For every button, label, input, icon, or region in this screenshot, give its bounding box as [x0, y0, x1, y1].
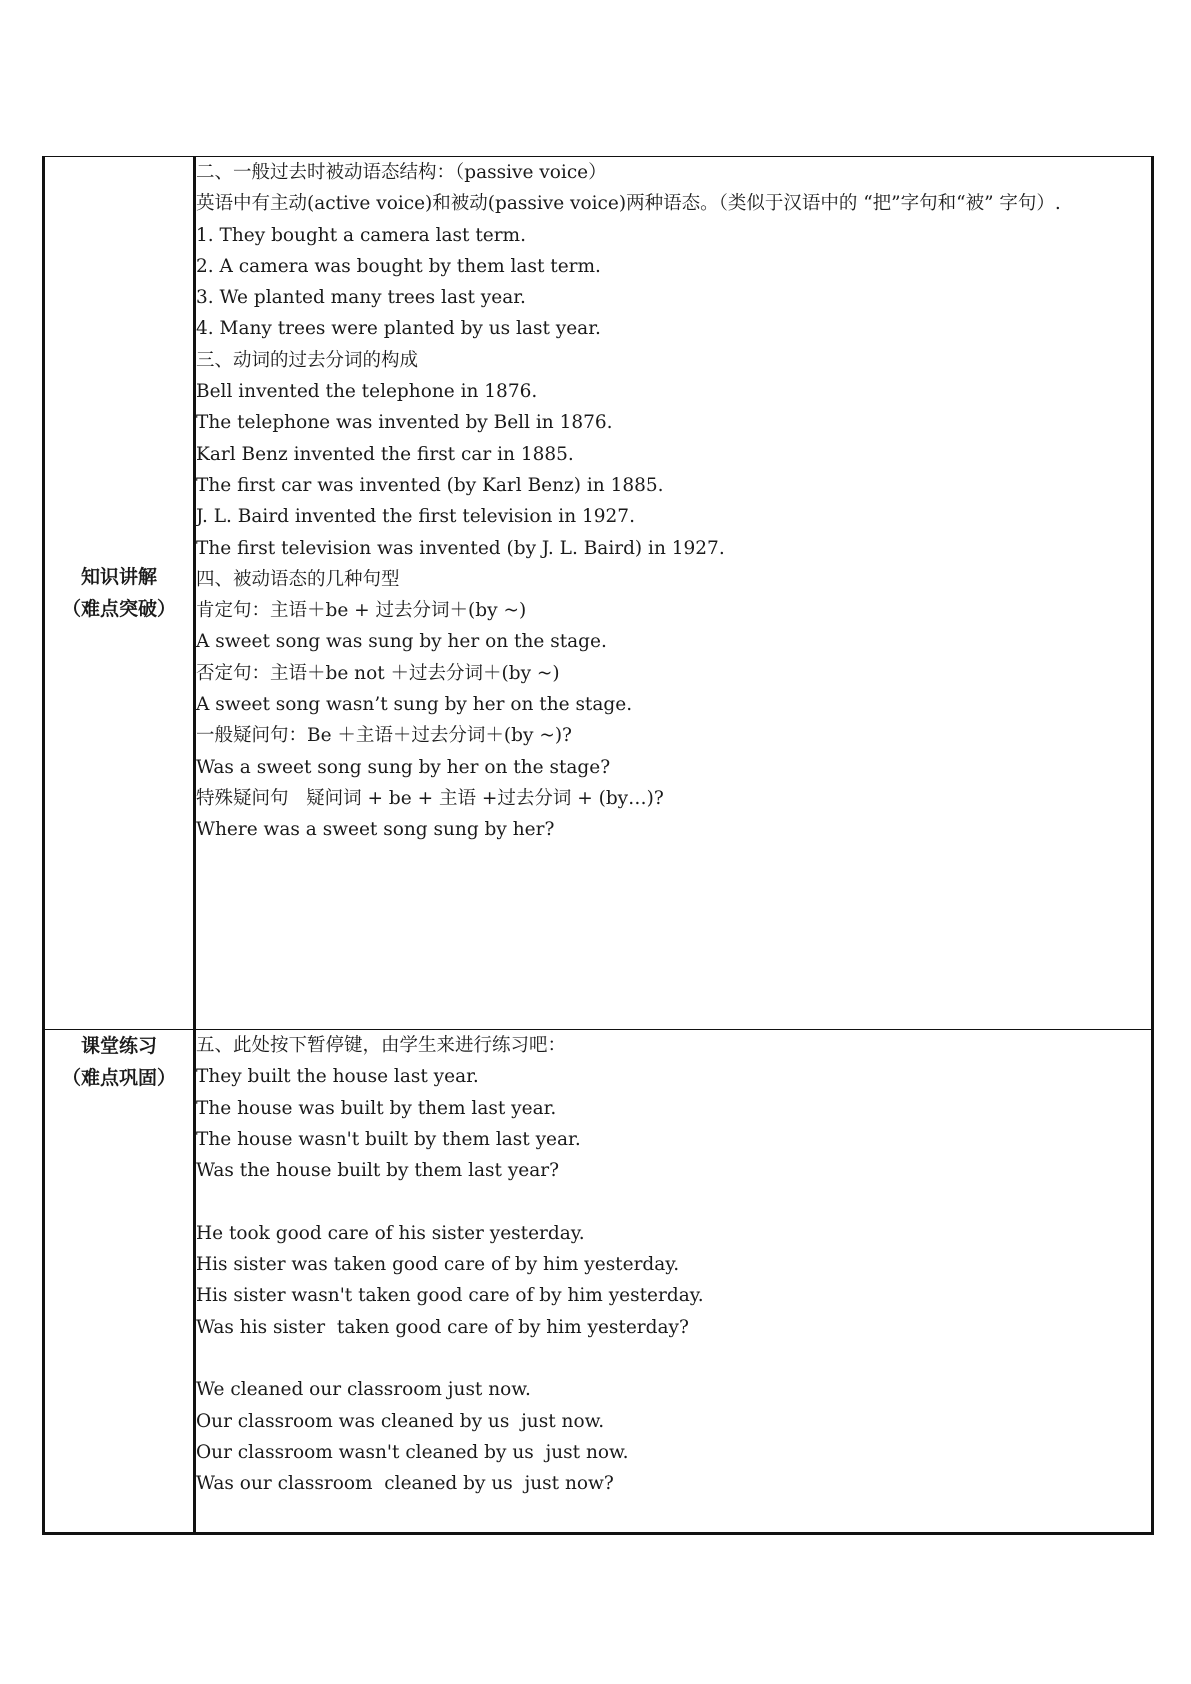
practice-label-cell — [44, 1030, 195, 1534]
knowledge-label-subtitle: （难点突破） — [61, 598, 176, 620]
blank-line — [196, 1343, 1151, 1374]
example-line: Karl Benz invented the first car in 1885. — [196, 443, 574, 465]
practice-line: Our classroom was cleaned by us just now. — [196, 1410, 605, 1432]
practice-row — [44, 1030, 1153, 1534]
example-line: 3. We planted many trees last year. — [196, 287, 526, 309]
example-line: 1. They bought a camera last term. — [196, 224, 526, 246]
practice-line: Was his sister taken good care of by him yesterday? — [196, 1316, 689, 1338]
lesson-sheet — [42, 156, 1154, 1536]
practice-line: Our classroom wasn't cleaned by us just now. — [196, 1441, 629, 1463]
pattern-special-question: 特殊疑问句 疑问词 + be + 主语 +过去分词 + (by…)? — [196, 787, 664, 809]
practice-line: His sister wasn't taken good care of by him yesterday. — [196, 1285, 704, 1307]
example-line: A sweet song was sung by her on the stage. — [196, 631, 607, 653]
practice-label-title: 课堂练习 — [80, 1035, 157, 1057]
knowledge-content-cell — [195, 157, 1153, 1030]
practice-line: Was the house built by them last year? — [196, 1160, 560, 1182]
practice-line: Was our classroom cleaned by us just now? — [196, 1473, 614, 1495]
knowledge-row — [44, 157, 1153, 1030]
example-line: A sweet song wasn’t sung by her on the stage. — [196, 694, 633, 716]
example-line: 4. Many trees were planted by us last year. — [196, 318, 601, 340]
pattern-general-question: 一般疑问句：Be ＋主语＋过去分词＋(by ~)? — [196, 725, 572, 747]
practice-content-cell — [195, 1030, 1153, 1534]
section-heading-5: 五、此处按下暂停键，由学生来进行练习吧： — [196, 1035, 567, 1056]
section-heading-3: 三、动词的过去分词的构成 — [196, 349, 419, 371]
knowledge-label-title: 知识讲解 — [80, 566, 157, 588]
knowledge-label-cell — [44, 157, 195, 1030]
example-line: The telephone was invented by Bell in 1876. — [196, 412, 613, 434]
section-heading-4: 四、被动语态的几种句型 — [196, 568, 400, 590]
example-line: Where was a sweet song sung by her? — [196, 819, 555, 841]
voice-intro-text: 英语中有主动(active voice)和被动(passive voice)两种语态。（类似于汉语中的 “把”字句和“被” 字句）. — [196, 193, 1061, 215]
blank-line — [196, 1186, 1151, 1217]
example-line: Bell invented the telephone in 1876. — [196, 381, 538, 403]
practice-line: The house wasn't built by them last year. — [196, 1128, 581, 1150]
pattern-negative: 否定句：主语＋be not ＋过去分词＋(by ~) — [196, 662, 560, 684]
example-line: Was a sweet song sung by her on the stage? — [196, 756, 611, 778]
example-line: The first car was invented (by Karl Benz) in 1885. — [196, 474, 664, 496]
section-heading-2: 二、一般过去时被动语态结构：（passive voice） — [196, 162, 607, 183]
practice-line: The house was built by them last year. — [196, 1097, 557, 1119]
pattern-affirmative: 肯定句：主语＋be + 过去分词＋(by ~) — [196, 600, 527, 622]
practice-label-subtitle: （难点巩固） — [61, 1067, 176, 1089]
practice-line: They built the house last year. — [196, 1066, 479, 1088]
example-line: J. L. Baird invented the first television in 1927. — [196, 506, 635, 528]
example-line: 2. A camera was bought by them last term. — [196, 255, 601, 277]
practice-line: He took good care of his sister yesterday. — [196, 1222, 585, 1244]
example-line: The first television was invented (by J. L. Baird) in 1927. — [196, 537, 725, 559]
practice-line: We cleaned our classroom just now. — [196, 1379, 531, 1401]
lesson-table — [42, 156, 1154, 1535]
practice-line: His sister was taken good care of by him yesterday. — [196, 1254, 680, 1276]
